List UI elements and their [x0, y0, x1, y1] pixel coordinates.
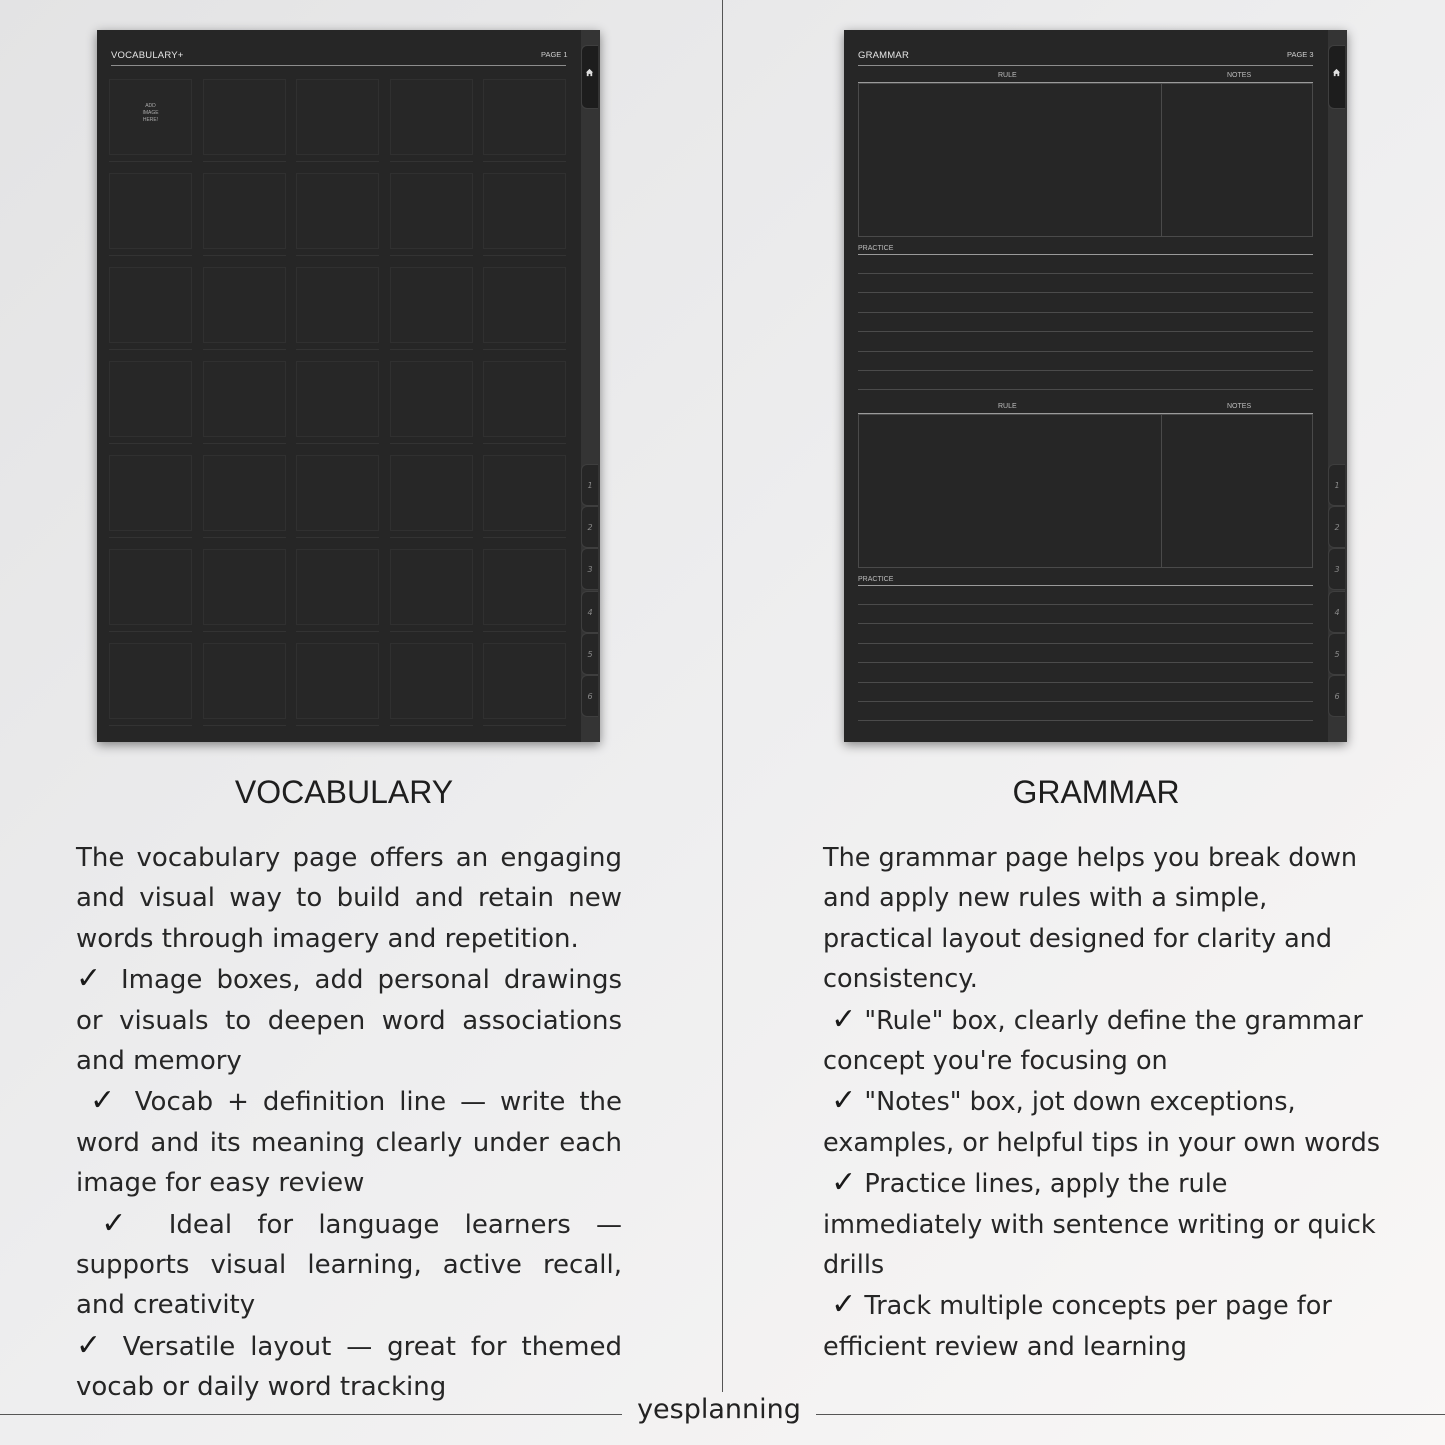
practice-rule	[858, 585, 1313, 586]
practice-line[interactable]	[858, 331, 1313, 332]
checkmark-icon: ✓	[76, 961, 107, 997]
tab-3[interactable]: 3	[581, 548, 598, 590]
definition-line	[109, 255, 192, 256]
definition-line	[483, 443, 566, 444]
rule-label: RULE	[998, 403, 1017, 410]
image-box[interactable]	[483, 267, 566, 343]
image-box-cell[interactable]	[483, 171, 566, 265]
image-box[interactable]	[296, 455, 379, 531]
definition-line	[203, 631, 286, 632]
definition-line	[296, 631, 379, 632]
image-box-cell[interactable]	[296, 171, 379, 265]
image-box-cell[interactable]	[390, 641, 473, 735]
grammar-heading: GRAMMAR	[1012, 774, 1180, 810]
checkmark-icon: ✓	[101, 1205, 144, 1241]
practice-line[interactable]	[858, 389, 1313, 390]
image-box[interactable]	[390, 643, 473, 719]
definition-line	[203, 349, 286, 350]
image-box[interactable]	[109, 267, 192, 343]
image-box-cell[interactable]	[203, 171, 286, 265]
definition-line	[296, 725, 379, 726]
image-box-cell[interactable]	[109, 547, 192, 641]
image-box[interactable]	[203, 643, 286, 719]
image-box[interactable]	[109, 455, 192, 531]
image-box[interactable]	[109, 549, 192, 625]
rule-label: RULE	[998, 72, 1017, 79]
planner-page-number: PAGE 3	[1287, 50, 1314, 59]
definition-line	[483, 537, 566, 538]
checkmark-icon: ✓	[89, 1083, 121, 1119]
grid-row	[109, 453, 566, 547]
definition-line	[203, 537, 286, 538]
image-box[interactable]	[390, 455, 473, 531]
definition-line	[109, 161, 192, 162]
header-rule	[858, 65, 1313, 66]
image-box-cell[interactable]	[483, 547, 566, 641]
definition-line	[483, 631, 566, 632]
image-box-cell[interactable]	[109, 453, 192, 547]
image-box-cell[interactable]	[296, 359, 379, 453]
checkmark-icon: ✓	[831, 1001, 857, 1037]
tab-4[interactable]: 4	[1328, 591, 1345, 633]
image-box-cell[interactable]	[483, 359, 566, 453]
definition-line	[390, 443, 473, 444]
image-box-cell[interactable]	[483, 265, 566, 359]
practice-line[interactable]	[858, 720, 1313, 721]
image-box-cell[interactable]	[296, 265, 379, 359]
home-icon	[1332, 68, 1341, 77]
tab-2[interactable]: 2	[1328, 506, 1345, 548]
image-box[interactable]	[203, 549, 286, 625]
checkmark-icon: ✓	[831, 1083, 857, 1119]
definition-line	[296, 161, 379, 162]
practice-line[interactable]	[858, 662, 1313, 663]
definition-line	[296, 443, 379, 444]
image-box-cell[interactable]	[109, 265, 192, 359]
practice-rule	[858, 254, 1313, 255]
image-box[interactable]	[203, 455, 286, 531]
image-box-cell[interactable]	[109, 359, 192, 453]
vocabulary-heading: VOCABULARY	[234, 774, 454, 810]
image-box[interactable]	[390, 267, 473, 343]
footer-rule-right	[816, 1414, 1445, 1415]
image-box[interactable]	[296, 267, 379, 343]
tab-1[interactable]: 1	[581, 464, 598, 506]
practice-label: PRACTICE	[858, 576, 894, 583]
image-box-cell[interactable]	[296, 77, 379, 171]
definition-line	[390, 255, 473, 256]
image-box[interactable]	[296, 361, 379, 437]
practice-line[interactable]	[858, 370, 1313, 371]
definition-line	[483, 161, 566, 162]
image-box-cell[interactable]	[109, 77, 192, 171]
practice-line[interactable]	[858, 623, 1313, 624]
practice-line[interactable]	[858, 273, 1313, 274]
grid-row	[109, 265, 566, 359]
practice-line[interactable]	[858, 682, 1313, 683]
image-box-cell[interactable]	[203, 641, 286, 735]
tab-3[interactable]: 3	[1328, 548, 1345, 590]
feature-item: ✓ Track multiple concepts per page for efficient review and learning	[823, 1287, 1332, 1362]
image-box-cell[interactable]	[203, 265, 286, 359]
feature-item: ✓ Ideal for language learners — supports visual learning, active recall, and creativity	[76, 1205, 623, 1321]
practice-line[interactable]	[858, 643, 1313, 644]
home-tab[interactable]	[1328, 45, 1345, 109]
image-box-cell[interactable]	[483, 641, 566, 735]
feature-item: ✓ "Notes" box, jot down exceptions, examples, or helpful tips in your own words	[823, 1083, 1381, 1158]
planner-page-number: PAGE 1	[541, 50, 568, 59]
image-box[interactable]	[390, 79, 473, 155]
definition-line	[483, 725, 566, 726]
image-box[interactable]	[483, 173, 566, 249]
image-box-cell[interactable]	[203, 453, 286, 547]
feature-item: ✓ Practice lines, apply the rule immediately with sentence writing or quick drills	[823, 1165, 1376, 1281]
definition-line	[203, 255, 286, 256]
image-box[interactable]	[203, 79, 286, 155]
definition-line	[390, 631, 473, 632]
definition-line	[203, 725, 286, 726]
image-box-cell[interactable]	[390, 453, 473, 547]
intro-paragraph: The grammar page helps you break down and apply new rules with a simple, practical layout designed for clarity and consistency.	[823, 843, 1358, 995]
definition-line	[203, 161, 286, 162]
notes-label: NOTES	[1227, 403, 1252, 410]
definition-line	[296, 255, 379, 256]
vocabulary-planner-preview	[97, 30, 600, 742]
checkmark-icon: ✓	[831, 1165, 857, 1201]
intro-paragraph: The vocabulary page offers an engaging and visual way to build and retain new words through imagery and repetition.	[76, 843, 622, 954]
image-box[interactable]	[203, 361, 286, 437]
image-box-cell[interactable]	[203, 77, 286, 171]
checkmark-icon: ✓	[76, 1327, 108, 1363]
definition-line	[483, 255, 566, 256]
tab-6[interactable]: 6	[581, 675, 598, 717]
image-box-cell[interactable]	[109, 171, 192, 265]
practice-line[interactable]	[858, 604, 1313, 605]
practice-line[interactable]	[858, 351, 1313, 352]
grammar-planner-preview	[844, 30, 1347, 742]
definition-line	[109, 631, 192, 632]
image-box[interactable]	[296, 79, 379, 155]
definition-line	[390, 725, 473, 726]
rule-notes-box[interactable]	[858, 414, 1313, 568]
image-box[interactable]	[483, 361, 566, 437]
tab-5[interactable]: 5	[581, 633, 598, 675]
definition-line	[390, 161, 473, 162]
image-box-cell[interactable]	[109, 641, 192, 735]
planner-title: GRAMMAR	[858, 50, 910, 61]
feature-item: ✓ Vocab + definition line — write the word and its meaning clearly under each image for easy review	[76, 1083, 623, 1199]
image-box-cell[interactable]	[296, 547, 379, 641]
image-box[interactable]	[109, 643, 192, 719]
checkmark-icon: ✓	[831, 1287, 857, 1323]
tab-2[interactable]: 2	[581, 506, 598, 548]
tab-6[interactable]: 6	[1328, 675, 1345, 717]
image-box-cell[interactable]	[483, 77, 566, 171]
definition-line	[483, 349, 566, 350]
home-icon	[585, 68, 594, 77]
image-box[interactable]	[483, 643, 566, 719]
definition-line	[109, 725, 192, 726]
image-box[interactable]	[390, 549, 473, 625]
feature-item: ✓ Versatile layout — great for themed vocab or daily word tracking	[76, 1327, 622, 1403]
tab-4[interactable]: 4	[581, 591, 598, 633]
definition-line	[203, 443, 286, 444]
definition-line	[390, 537, 473, 538]
definition-line	[109, 537, 192, 538]
image-box[interactable]	[483, 455, 566, 531]
rule-notes-box[interactable]	[858, 83, 1313, 237]
image-box[interactable]	[203, 267, 286, 343]
grid-row	[109, 171, 566, 265]
definition-line	[296, 349, 379, 350]
center-divider	[722, 0, 723, 1392]
grid-row	[109, 641, 566, 735]
home-tab[interactable]	[581, 45, 598, 109]
image-box[interactable]	[483, 79, 566, 155]
tab-strip	[581, 30, 600, 742]
grammar-description	[823, 838, 1383, 1367]
image-box[interactable]	[390, 173, 473, 249]
practice-label: PRACTICE	[858, 245, 894, 252]
grid-row	[109, 547, 566, 641]
image-box-cell[interactable]	[203, 359, 286, 453]
image-box[interactable]	[203, 173, 286, 249]
image-box-cell[interactable]	[390, 171, 473, 265]
image-box[interactable]	[296, 549, 379, 625]
image-box[interactable]	[390, 361, 473, 437]
definition-line	[109, 443, 192, 444]
image-box-cell[interactable]	[296, 453, 379, 547]
image-box-cell[interactable]	[390, 359, 473, 453]
planner-title: VOCABULARY+	[111, 50, 184, 61]
image-box-cell[interactable]	[390, 265, 473, 359]
notes-label: NOTES	[1227, 72, 1252, 79]
header-rule	[111, 65, 566, 66]
footer-rule-left	[0, 1414, 622, 1415]
add-image-hint: ADD IMAGE HERE!	[142, 103, 159, 123]
image-box[interactable]	[296, 173, 379, 249]
practice-line[interactable]	[858, 701, 1313, 702]
grid-row	[109, 77, 566, 171]
brand-name: yesplanning	[637, 1394, 801, 1425]
definition-line	[109, 349, 192, 350]
image-box-cell[interactable]	[390, 77, 473, 171]
vocabulary-description	[76, 838, 622, 1408]
practice-line[interactable]	[858, 312, 1313, 313]
image-box-cell[interactable]	[483, 453, 566, 547]
feature-item: ✓ "Rule" box, clearly define the grammar concept you're focusing on	[823, 1001, 1363, 1077]
image-box-cell[interactable]	[203, 547, 286, 641]
image-box[interactable]	[109, 361, 192, 437]
image-box-grid	[109, 77, 566, 735]
tab-5[interactable]: 5	[1328, 633, 1345, 675]
rule-notes-split	[1161, 83, 1162, 236]
image-box[interactable]	[109, 173, 192, 249]
grid-row	[109, 359, 566, 453]
image-box-cell[interactable]	[296, 641, 379, 735]
image-box[interactable]	[483, 549, 566, 625]
definition-line	[296, 537, 379, 538]
practice-line[interactable]	[858, 292, 1313, 293]
image-box[interactable]	[296, 643, 379, 719]
tab-1[interactable]: 1	[1328, 464, 1345, 506]
tab-strip	[1328, 30, 1347, 742]
image-box-cell[interactable]	[390, 547, 473, 641]
rule-notes-split	[1161, 414, 1162, 567]
definition-line	[390, 349, 473, 350]
feature-item: ✓ Image boxes, add personal drawings or visuals to deepen word associations and memory	[76, 961, 623, 1077]
